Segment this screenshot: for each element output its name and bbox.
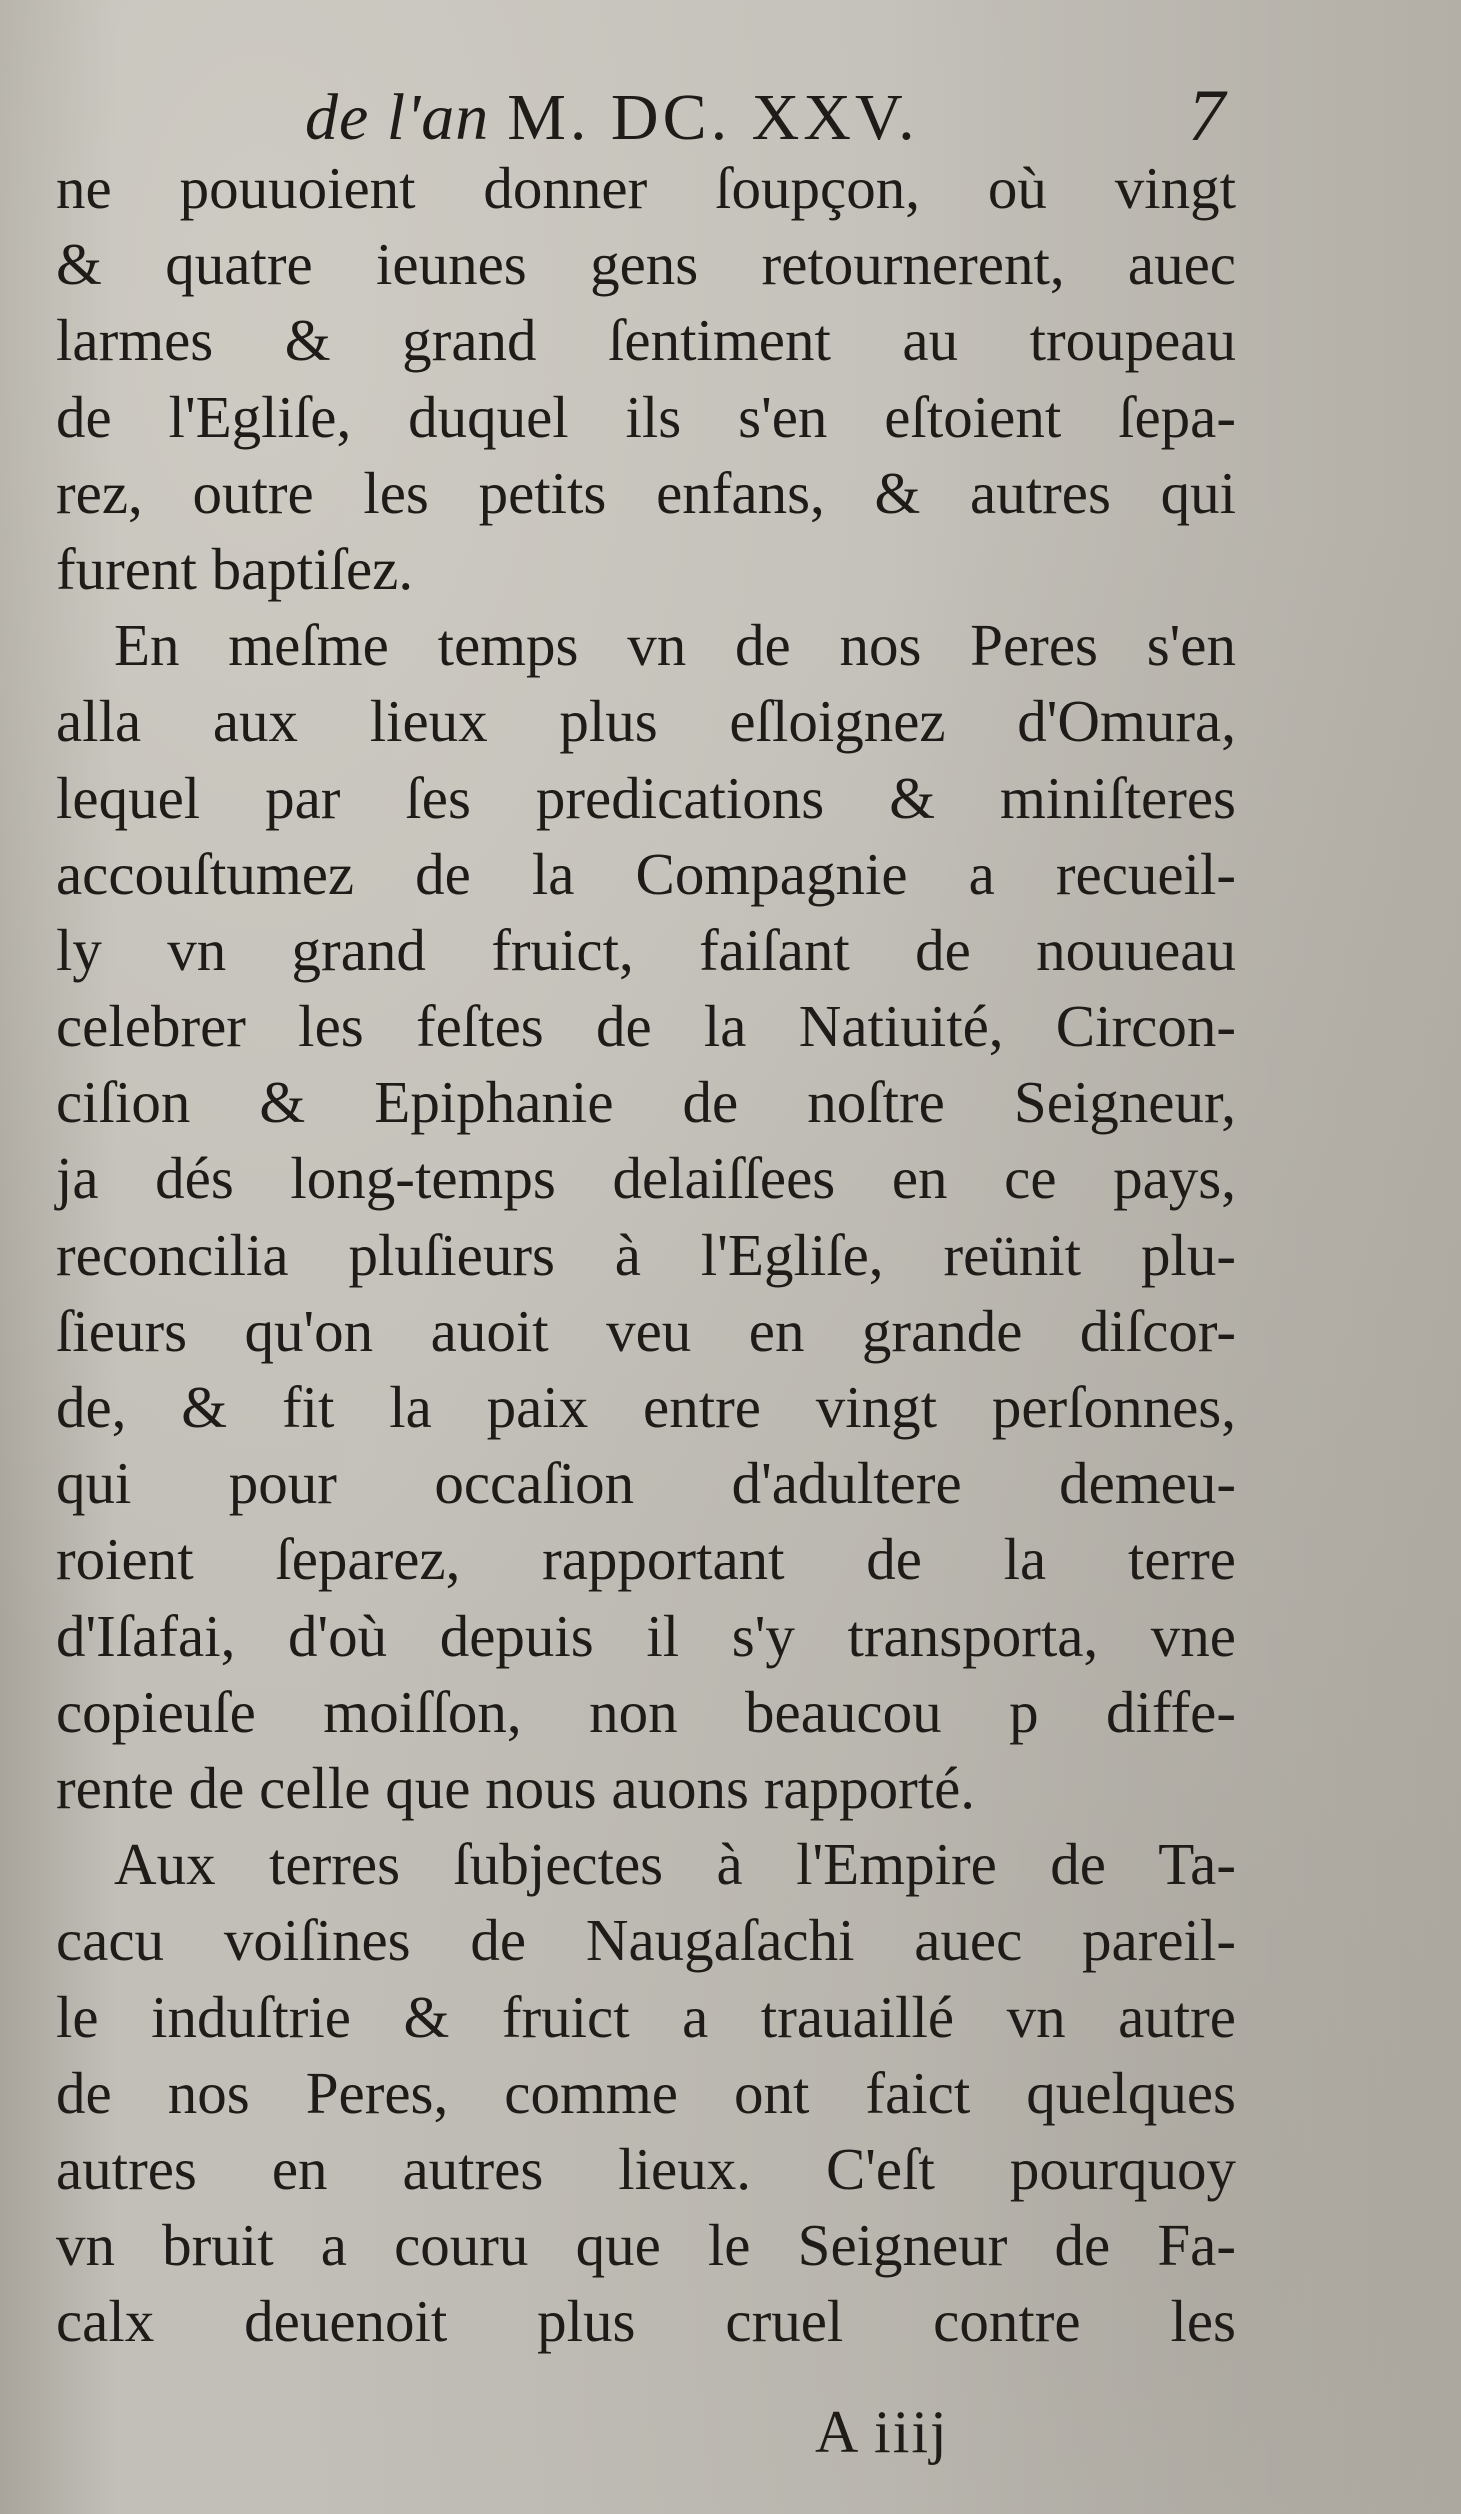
text-line: roient ſeparez, rapportant de la terre: [56, 1526, 1236, 1593]
text-line: accouſtumez de la Compagnie a recueil-: [56, 840, 1236, 907]
text-line: ne pouuoient donner ſoupçon, où vingt: [56, 155, 1236, 221]
text-line: cacu voiſines de Naugaſachi auec pareil-: [56, 1907, 1236, 1974]
text-line: ſieurs qu'on auoit veu en grande diſcor-: [56, 1297, 1236, 1364]
text-line: calx deuenoit plus cruel contre les: [56, 2288, 1236, 2355]
text-line: autres en autres lieux. C'eſt pourquoy: [56, 2135, 1236, 2202]
text-line: vn bruit a couru que le Seigneur de Fa-: [56, 2212, 1236, 2279]
page-number: 7: [1188, 75, 1225, 157]
signature-mark: A iiij: [815, 2399, 949, 2465]
text-line: lequel par ſes predications & miniſteres: [56, 764, 1236, 831]
text-line: ciſion & Epiphanie de noſtre Seigneur,: [56, 1069, 1236, 1136]
running-head: [305, 80, 919, 156]
text-line: de l'Egliſe, duquel ils s'en eſtoient ſepa-: [56, 383, 1236, 450]
text-line: Aux terres ſubjectes à l'Empire de Ta-: [114, 1831, 1236, 1898]
text-line: copieuſe moiſſon, non beaucou p diffe-: [56, 1678, 1236, 1745]
text-line: le induſtrie & fruict a trauaillé vn autre: [56, 1983, 1236, 2050]
text-line: ly vn grand fruict, faiſant de nouueau: [56, 916, 1236, 983]
running-head-italic: de l'an: [305, 81, 490, 154]
running-head-year: M. DC. XXV.: [507, 81, 919, 154]
text-line: de nos Peres, comme ont faict quelques: [56, 2059, 1236, 2126]
text-line: rente de celle que nous auons rapporté.: [56, 1754, 976, 1821]
text-line: celebrer les feſtes de la Natiuité, Circon-: [56, 993, 1236, 1060]
text-line: larmes & grand ſentiment au troupeau: [56, 307, 1236, 374]
text-line: qui pour occaſion d'adultere demeu-: [56, 1450, 1236, 1517]
text-line: ja dés long-temps delaiſſees en ce pays,: [56, 1145, 1236, 1212]
text-line: reconcilia pluſieurs à l'Egliſe, reünit plu-: [56, 1221, 1236, 1288]
text-line: furent baptiſez.: [56, 535, 414, 602]
text-line: d'Iſafai, d'où depuis il s'y transporta, vne: [56, 1602, 1236, 1669]
body-text: [56, 150, 1236, 2359]
text-line: rez, outre les petits enfans, & autres qui: [56, 459, 1236, 526]
text-line: de, & fit la paix entre vingt perſonnes,: [56, 1374, 1236, 1440]
text-line: & quatre ieunes gens retournerent, auec: [56, 231, 1236, 298]
text-line: En meſme temps vn de nos Peres s'en: [114, 612, 1236, 679]
text-line: alla aux lieux plus eſloignez d'Omura,: [56, 688, 1236, 755]
